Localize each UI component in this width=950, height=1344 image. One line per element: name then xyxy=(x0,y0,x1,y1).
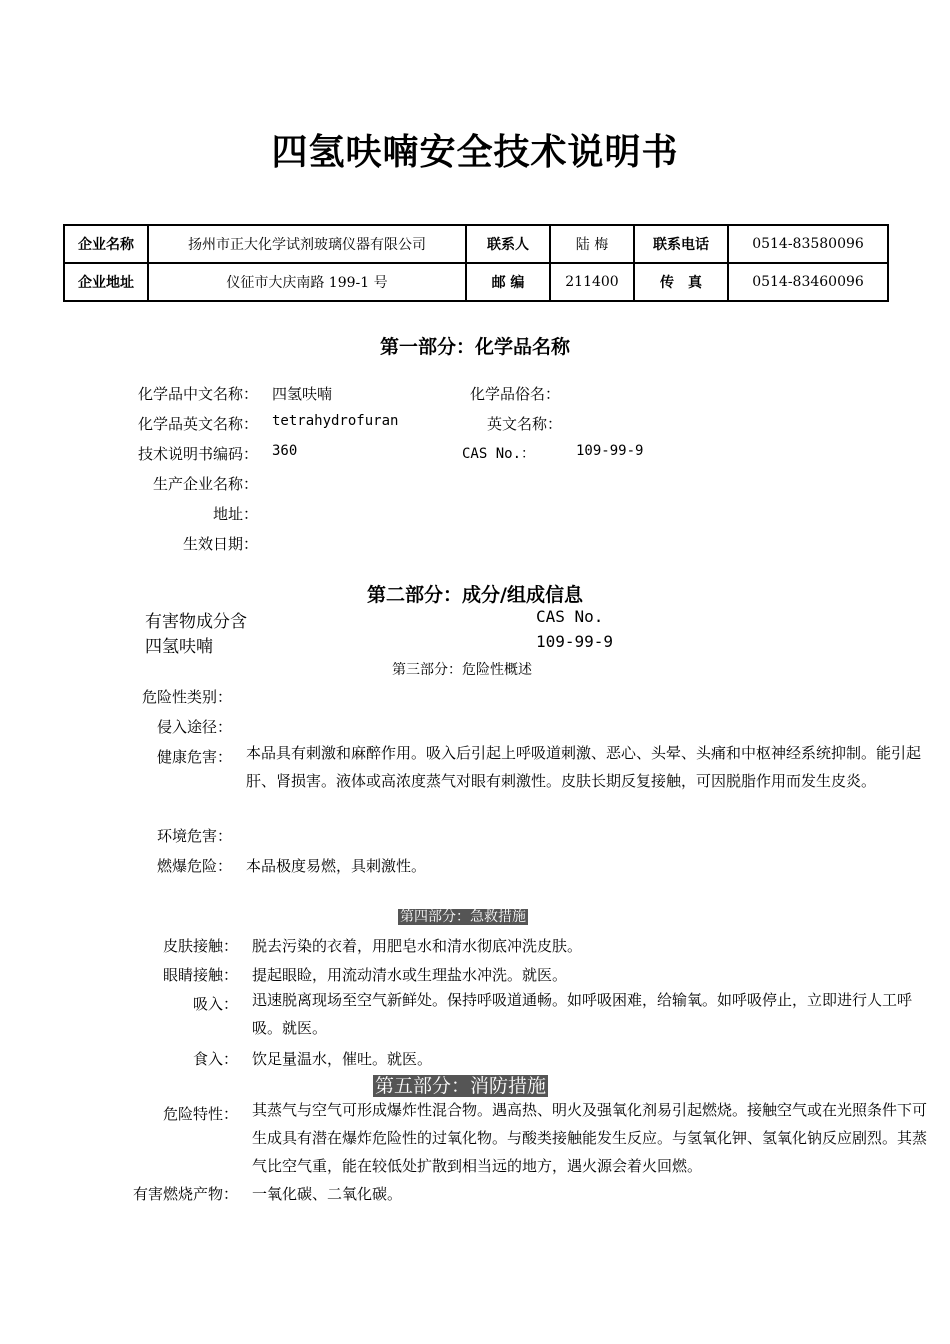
combustion-products-label: 有害燃烧产物： xyxy=(132,1185,238,1203)
fax-value: 0514-83460096 xyxy=(728,263,888,301)
table-row xyxy=(64,263,888,301)
en-alias-label: 英文名称： xyxy=(487,415,563,433)
cas-label: CAS No.： xyxy=(462,446,536,462)
combustion-products-text: 一氧化碳、二氧化碳。 xyxy=(252,1185,403,1203)
ingestion-label: 食入： xyxy=(192,1050,238,1068)
company-address-label: 企业地址 xyxy=(64,263,148,301)
part4-heading: 第四部分：急救措施 xyxy=(400,909,526,925)
producer-address-label: 地址： xyxy=(212,505,258,523)
part3-heading: 第三部分：危险性概述 xyxy=(392,662,532,678)
en-name-value: tetrahydrofuran xyxy=(272,413,399,429)
skin-contact-text: 脱去污染的衣着，用肥皂水和清水彻底冲洗皮肤。 xyxy=(252,937,583,955)
code-value: 360 xyxy=(272,443,298,459)
table-row xyxy=(64,225,888,263)
part2-heading: 第二部分：成分/组成信息 xyxy=(367,584,583,606)
company-address-value: 仪征市大庆南路 199-1 号 xyxy=(148,263,466,301)
document-title: 四氢呋喃安全技术说明书 xyxy=(271,131,679,173)
cn-name-value: 四氢呋喃 xyxy=(272,385,333,403)
part5-heading: 第五部分：消防措施 xyxy=(375,1075,547,1097)
effective-date-label: 生效日期： xyxy=(182,535,258,553)
part2-component-name: 四氢呋喃 xyxy=(145,637,213,657)
fax-label: 传 真 xyxy=(634,263,728,301)
ingestion-text: 饮足量温水，催吐。就医。 xyxy=(252,1050,433,1068)
fire-hazard-text: 本品极度易燃，具刺激性。 xyxy=(246,857,427,875)
part2-col-cas: CAS No. xyxy=(536,607,604,626)
contact-label: 联系人 xyxy=(466,225,550,263)
skin-contact-label: 皮肤接触： xyxy=(162,937,238,955)
fire-characteristics-label: 危险特性： xyxy=(162,1105,238,1123)
phone-value: 0514-83580096 xyxy=(728,225,888,263)
en-name-label: 化学品英文名称： xyxy=(137,415,258,433)
common-name-label: 化学品俗名： xyxy=(470,385,561,403)
route-label: 侵入途径： xyxy=(156,718,232,736)
code-label: 技术说明书编码： xyxy=(137,445,258,463)
part1-heading: 第一部分：化学品名称 xyxy=(379,336,570,358)
fire-characteristics-text: 其蒸气与空气可形成爆炸性混合物。遇高热、明火及强氧化剂易引起燃烧。接触空气或在光照条件下可生成具有潜在爆炸危险性的过氧化物。与酸类接触能发生反应。与氢氧化钾、氢氧化钠反应剧烈。其蒸气比空气重，能在较低处扩散到相当远的地方，遇火源会着火回燃。 xyxy=(252,1101,928,1175)
company-name-label: 企业名称 xyxy=(64,225,148,263)
company-info-table xyxy=(63,224,889,302)
hazard-category-label: 危险性类别： xyxy=(141,688,232,706)
company-name-value: 扬州市正大化学试剂玻璃仪器有限公司 xyxy=(148,225,466,263)
inhalation-text: 迅速脱离现场至空气新鲜处。保持呼吸道通畅。如呼吸困难，给输氧。如呼吸停止，立即进行人工呼吸。就医。 xyxy=(252,991,913,1037)
contact-value: 陆 梅 xyxy=(550,225,634,263)
producer-label: 生产企业名称： xyxy=(152,475,258,493)
cas-value: 109-99-9 xyxy=(576,443,644,459)
part2-component-cas: 109-99-9 xyxy=(536,632,614,651)
phone-label: 联系电话 xyxy=(634,225,728,263)
inhalation-label: 吸入： xyxy=(192,995,238,1013)
eye-contact-label: 眼睛接触： xyxy=(162,966,238,984)
postcode-value: 211400 xyxy=(550,263,634,301)
health-hazard-text: 本品具有刺激和麻醉作用。吸入后引起上呼吸道刺激、恶心、头晕、头痛和中枢神经系统抑制。能引起肝、肾损害。液体或高浓度蒸气对眼有刺激性。皮肤长期反复接触，可因脱脂作用而发生皮炎。 xyxy=(246,744,922,790)
fire-hazard-label: 燃爆危险： xyxy=(156,857,232,875)
cn-name-label: 化学品中文名称： xyxy=(137,385,258,403)
health-hazard-label: 健康危害： xyxy=(156,748,232,766)
postcode-label: 邮 编 xyxy=(466,263,550,301)
env-hazard-label: 环境危害： xyxy=(156,827,232,845)
part2-col-hazard: 有害物成分含 xyxy=(145,612,247,632)
eye-contact-text: 提起眼睑，用流动清水或生理盐水冲洗。就医。 xyxy=(252,966,568,984)
